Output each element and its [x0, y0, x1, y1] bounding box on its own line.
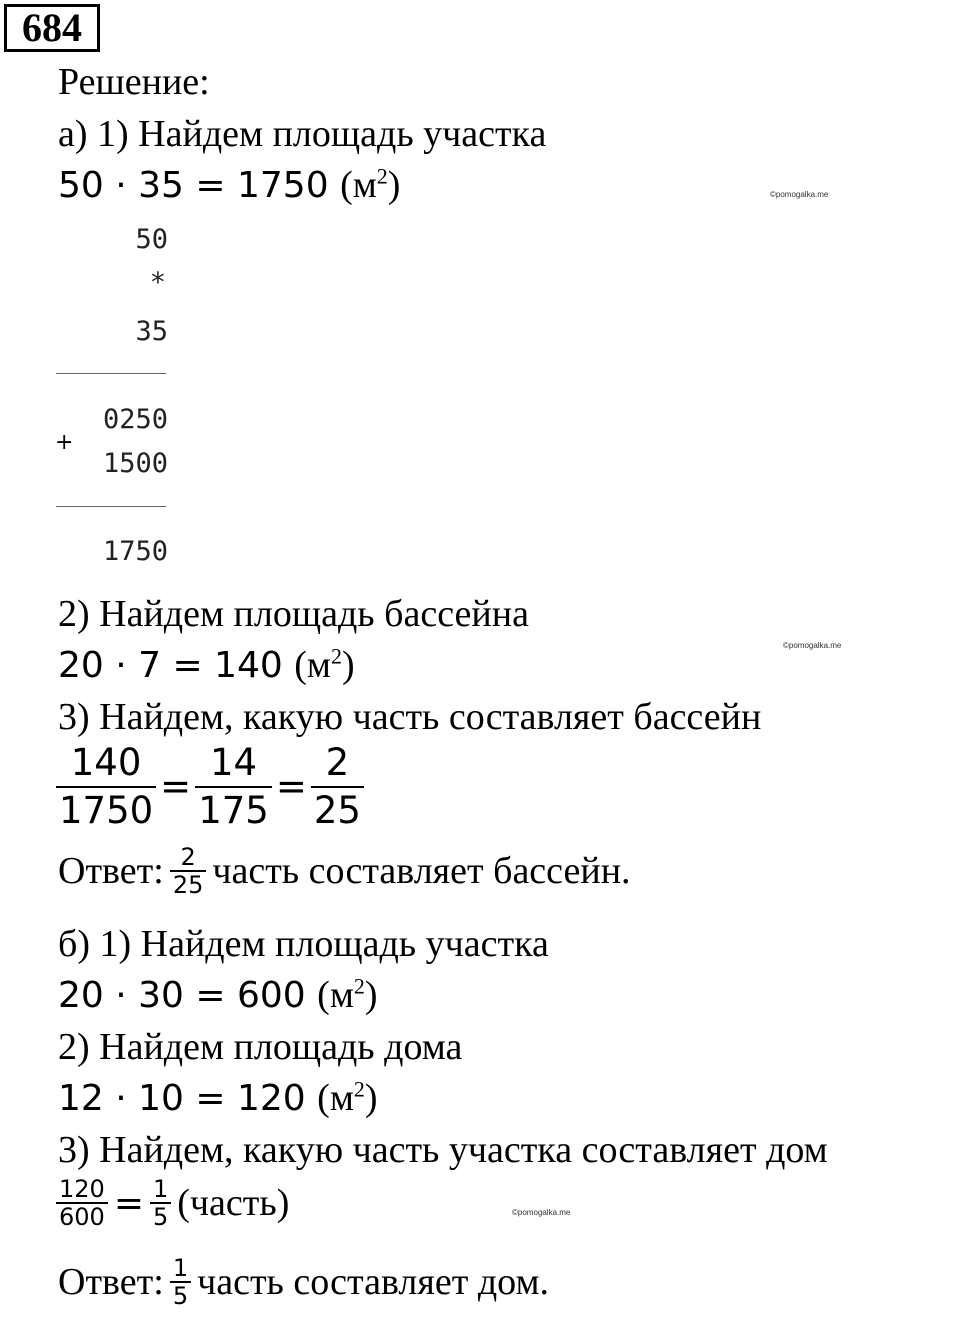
calc2-unit: $(м^2)$	[317, 1076, 378, 1119]
part-a-calc2	[58, 643, 355, 688]
column-result: 1750	[102, 536, 168, 567]
fraction-2: $\frac{1}{5}$	[150, 1176, 171, 1230]
part-a-calc1	[58, 163, 400, 208]
watermark: ©pomogalka.me	[783, 641, 842, 650]
column-partial-2: 1500	[102, 448, 168, 479]
part-a-answer	[58, 844, 631, 898]
column-divider-1	[56, 373, 166, 374]
fraction-chain	[56, 740, 364, 834]
equals-sign: =	[113, 1182, 144, 1224]
part-b-fraction-line	[56, 1176, 289, 1230]
part-b-step1: б) 1) Найдем площадь участка	[58, 923, 549, 965]
column-plus: +	[55, 430, 74, 455]
fraction-1: $\frac{120}{600}$	[56, 1176, 108, 1230]
answer-text: часть составляет бассейн.	[212, 850, 631, 892]
answer-fraction: $\frac{2}{25}$	[170, 844, 207, 898]
equals-sign: =	[275, 765, 307, 808]
part-b-step3: 3) Найдем, какую часть участка составляет дом	[58, 1129, 828, 1171]
fraction-2: $\frac{14}{175}$	[195, 740, 272, 834]
watermark: ©pomogalka.me	[770, 190, 829, 199]
task-number: 684	[4, 4, 100, 52]
calc1-expression: 20 · 30 = 600	[58, 975, 306, 1016]
part-b-step2: 2) Найдем площадь дома	[58, 1026, 463, 1068]
column-divider-2	[56, 506, 166, 507]
fraction-note: (часть)	[177, 1182, 290, 1224]
fraction-3: $\frac{2}{25}$	[311, 740, 364, 834]
column-multiplier: 35	[135, 316, 168, 347]
calc1-expression: 50 · 35 = 1750	[58, 165, 329, 206]
calc1-unit: $(м^2)$	[317, 973, 378, 1016]
column-operator: *	[149, 267, 166, 298]
fraction-1: $\frac{140}{1750}$	[56, 740, 156, 834]
part-a-step3: 3) Найдем, какую часть составляет бассейн	[58, 696, 762, 738]
answer-fraction: $\frac{1}{5}$	[170, 1255, 191, 1309]
calc1-unit: $(м^2)$	[340, 163, 401, 206]
watermark: ©pomogalka.me	[512, 1208, 571, 1217]
calc2-unit: $(м^2)$	[294, 643, 355, 686]
column-multiplicand: 50	[135, 224, 168, 255]
part-b-calc2	[58, 1076, 378, 1121]
part-a-step2: 2) Найдем площадь бассейна	[58, 593, 529, 635]
solution-heading: Решение:	[58, 61, 210, 103]
calc2-expression: 20 · 7 = 140	[58, 645, 283, 686]
equals-sign: =	[160, 765, 192, 808]
calc2-expression: 12 · 10 = 120	[58, 1078, 306, 1119]
answer-prefix: Ответ:	[58, 850, 164, 892]
answer-text: часть составляет дом.	[197, 1261, 550, 1303]
column-partial-1: 0250	[102, 404, 168, 435]
part-b-calc1	[58, 973, 378, 1018]
part-a-step1: а) 1) Найдем площадь участка	[58, 113, 547, 155]
answer-prefix: Ответ:	[58, 1261, 164, 1303]
part-b-answer	[58, 1254, 549, 1310]
